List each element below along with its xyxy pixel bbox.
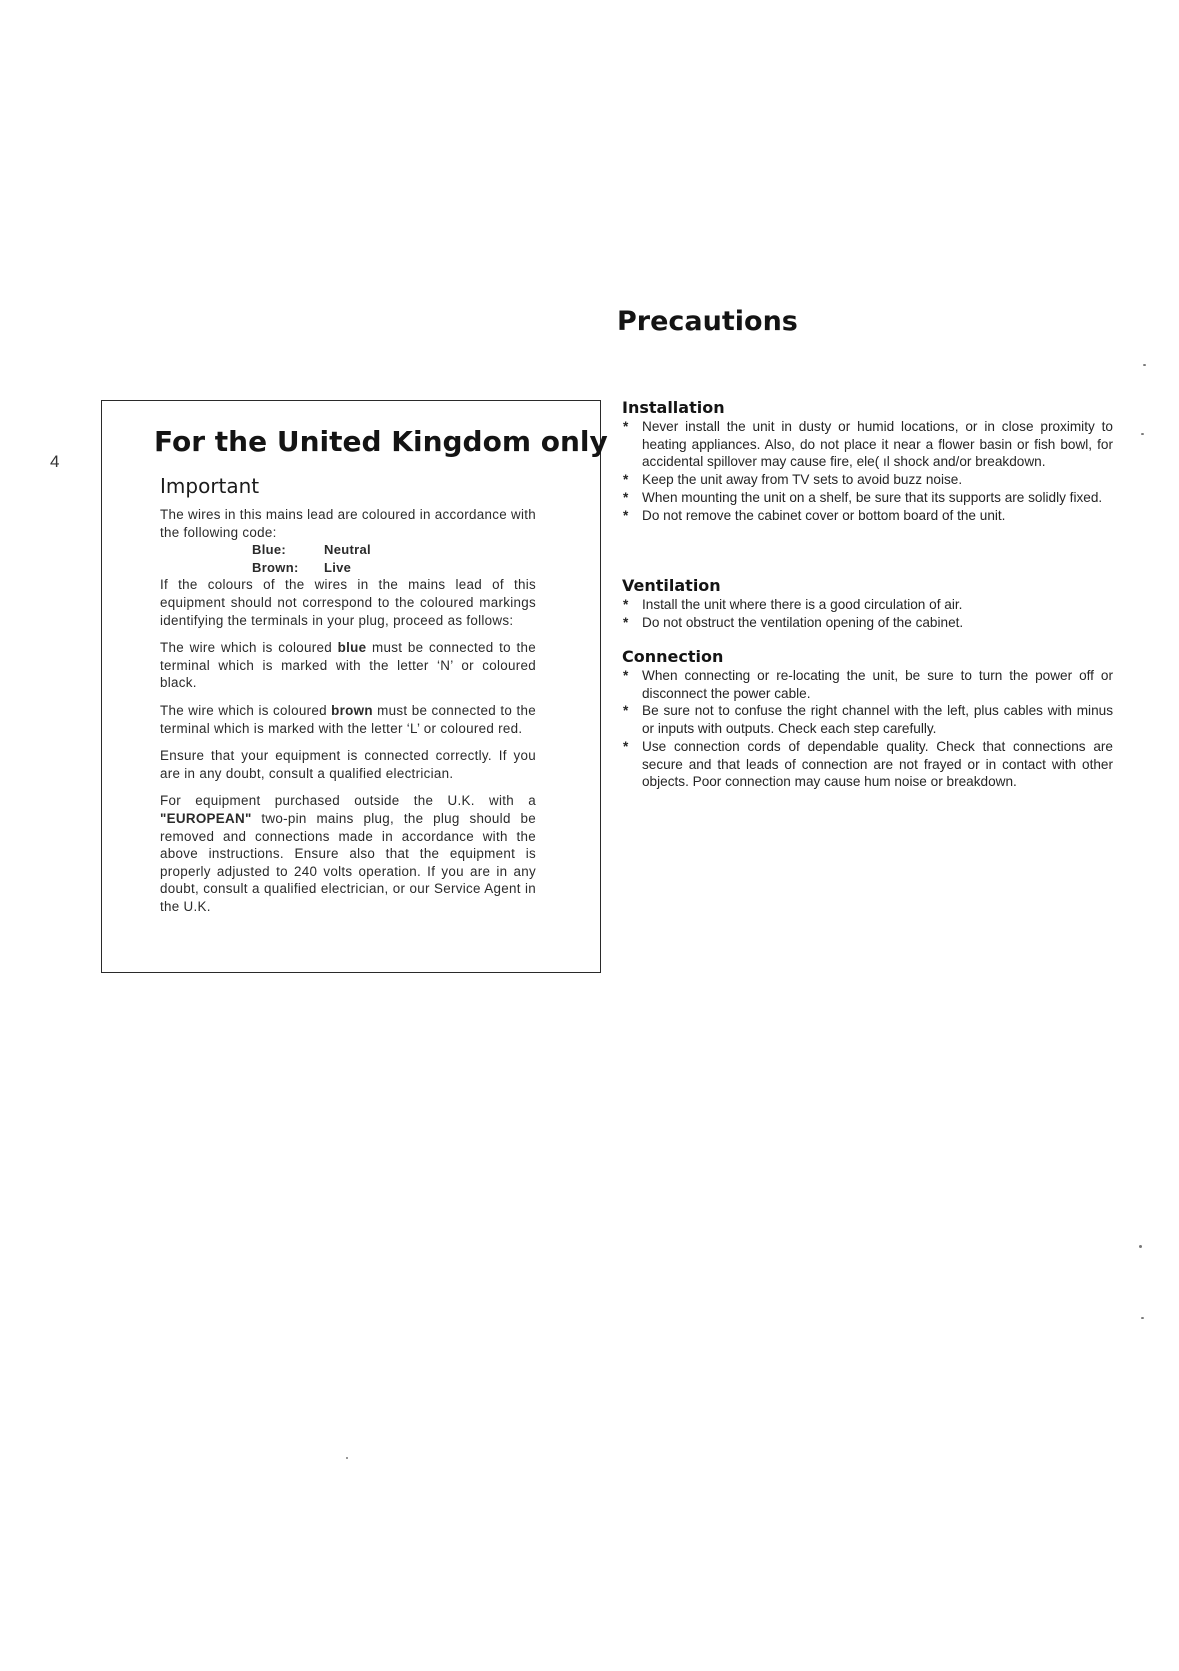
wire-code-row <box>252 541 371 559</box>
list-item: * Never install the unit in dusty or humid locations, or in close proximity to heating appliances. Also, do not place it near a flower basin or fish bowl, for accidental spillover may cause fire, ele( ıl shock and/or breakdown. <box>623 419 1113 470</box>
european-plug-paragraph: For equipment purchased outside the U.K. with a "EUROPEAN" two-pin mains plug, the plug should be removed and connections made in accordance with the above instructions. Ensure also that the equipment is properly adjusted to 240 volts operation. If you are in any doubt, consult a qualified electrician, or our Service Agent in the U.K. <box>160 793 536 914</box>
page-number: 4 <box>50 452 60 471</box>
list-item: * Do not obstruct the ventilation opening of the cabinet. <box>623 614 964 630</box>
ventilation-section <box>620 576 1113 631</box>
list-item: * Keep the unit away from TV sets to avoid buzz noise. <box>623 472 963 488</box>
uk-notice-body <box>160 506 536 925</box>
connection-heading: Connection <box>622 647 724 666</box>
scan-speck <box>1143 364 1146 366</box>
brown-keyword: brown <box>331 702 373 718</box>
installation-heading: Installation <box>622 398 725 417</box>
scan-speck <box>1139 1245 1142 1248</box>
ensure-paragraph: Ensure that your equipment is connected correctly. If you are in any doubt, consult a qualified electrician. <box>160 748 536 781</box>
connection-section <box>620 647 1113 791</box>
colour-mismatch-paragraph: If the colours of the wires in the mains lead of this equipment should not correspond to the coloured markings identifying the terminals in your plug, proceed as follows: <box>160 577 536 628</box>
scan-speck <box>1141 433 1144 435</box>
scan-speck <box>1141 1317 1144 1319</box>
list-item: * Use connection cords of dependable quality. Check that connections are secure and that leads of connection are not frayed or in contact with other objects. Poor connection may cause hum noise or breakdown. <box>623 738 1113 790</box>
uk-notice-subheading: Important <box>160 474 260 498</box>
wire-code-row <box>252 559 371 577</box>
wire-meaning: Live <box>324 559 352 575</box>
brown-wire-paragraph: The wire which is coloured brown must be connected to the terminal which is marked with the letter ‘L’ or coloured red. <box>160 702 536 736</box>
list-item: * Be sure not to confuse the right channel with the left, plus cables with minus or inputs with outputs. Check each step carefully. <box>623 703 1113 737</box>
list-item: * When mounting the unit on a shelf, be sure that its supports are solidly fixed. <box>623 489 1103 505</box>
scan-speck <box>346 1457 348 1459</box>
uk-notice-heading: For the United Kingdom only <box>154 425 608 458</box>
wire-colour-code <box>252 541 371 576</box>
installation-section <box>620 398 1113 524</box>
european-keyword: "EUROPEAN" <box>160 810 252 826</box>
wire-meaning: Neutral <box>324 542 371 558</box>
list-item: * Do not remove the cabinet cover or bottom board of the unit. <box>623 507 1006 523</box>
blue-wire-paragraph: The wire which is coloured blue must be connected to the terminal which is marked with the letter ‘N’ or coloured black. <box>160 640 536 691</box>
blue-keyword: blue <box>337 640 367 656</box>
wire-colour: Blue: <box>252 542 286 558</box>
list-item: * When connecting or re-locating the unit, be sure to turn the power off or disconnect the power cable. <box>623 668 1113 701</box>
wire-colour: Brown: <box>252 559 299 575</box>
wire-code-intro: The wires in this mains lead are coloured in accordance with the following code: <box>160 507 537 540</box>
ventilation-heading: Ventilation <box>622 576 721 595</box>
list-item: * Install the unit where there is a good circulation of air. <box>623 597 963 612</box>
page-title: Precautions <box>617 306 798 337</box>
